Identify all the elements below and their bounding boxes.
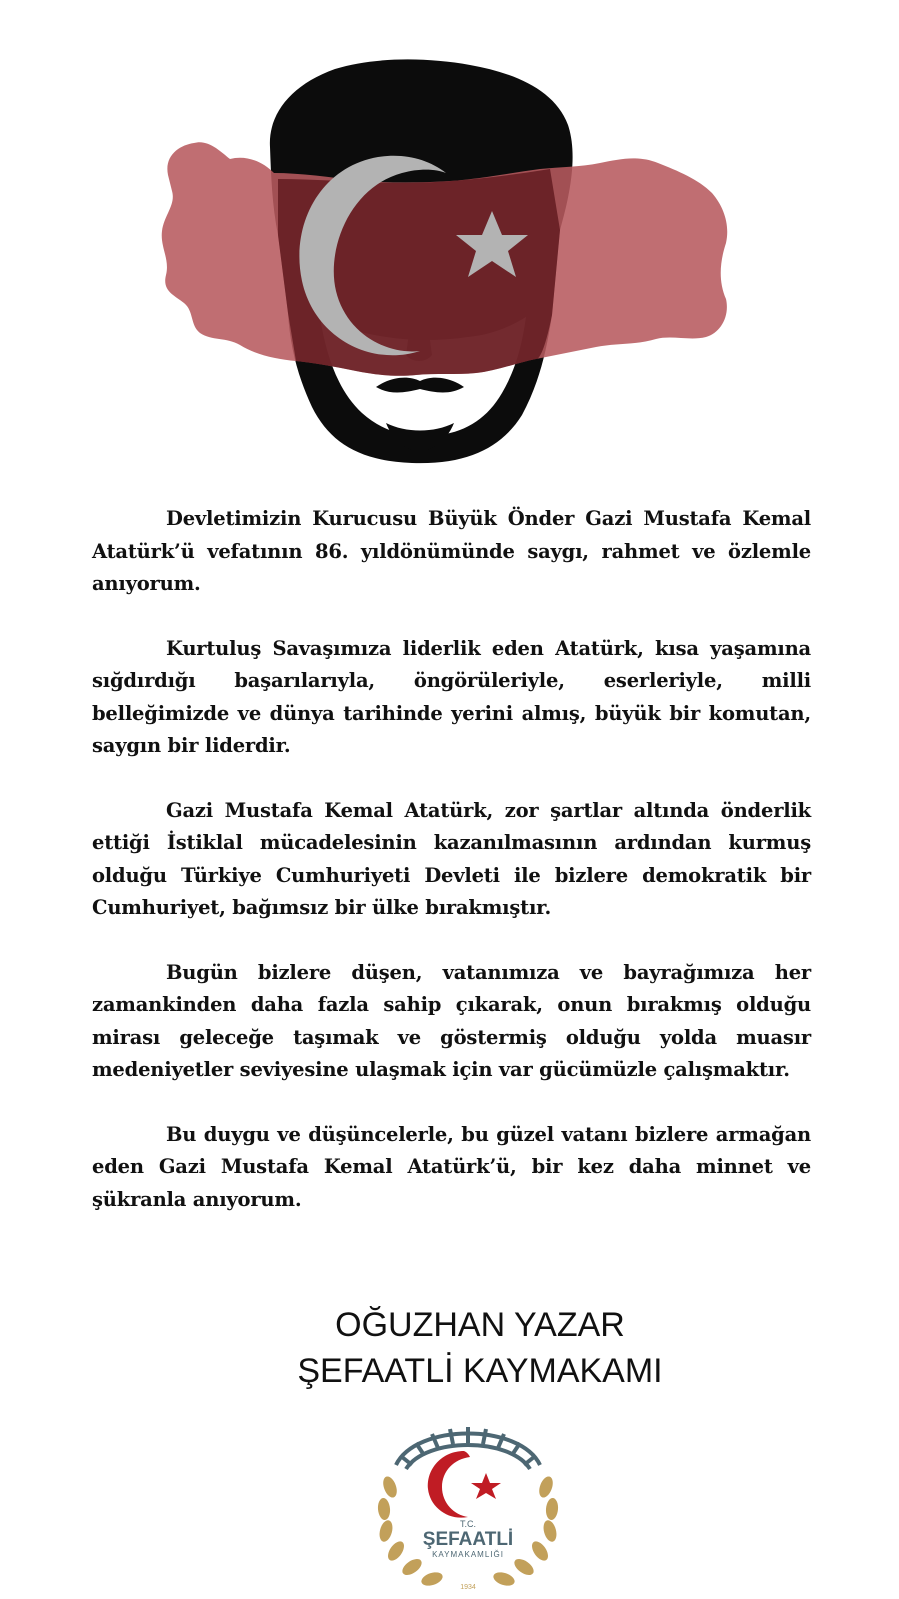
seal-arch	[396, 1427, 540, 1469]
letter-paragraph: Kurtuluş Savaşımıza liderlik eden Atatürk, kısa yaşamına sığdırdığı başarılarıyla, öngörüleriyle, eserleriyle, milli belleğimizde ve dünya tarihinde yerini almış, büyük bir komutan, saygın bir liderdir.	[92, 636, 811, 757]
seal-year: 1934	[460, 1584, 476, 1591]
hero-illustration	[150, 55, 740, 475]
letter-paragraph: Gazi Mustafa Kemal Atatürk, zor şartlar altında önderlik ettiği İstiklal mücadelesinin kazanılmasının ardından kurmuş olduğu Türkiye Cumhuriyeti Devleti ile bizlere demokratik bir Cumhuriyet, bağımsız bir ülke bırakmıştır.	[92, 798, 811, 919]
seal-tc: T.C.	[459, 1519, 477, 1529]
letter-paragraph: Devletimizin Kurucusu Büyük Önder Gazi Mustafa Kemal Atatürk’ü vefatının 86. yıldönümünde saygı, rahmet ve özlemle anıyorum.	[92, 507, 811, 595]
ataturk-portrait-turkey-map-icon	[162, 59, 728, 463]
signatory-name: OĞUZHAN YAZAR	[335, 1306, 625, 1344]
letter-paragraph: Bugün bizlere düşen, vatanımıza ve bayrağımıza her zamankinden daha fazla sahip çıkarak, onun bırakmış olduğu mirası geleceğe taşımak ve göstermiş olduğu yolda muasır medeniyetler seviyesine ulaşmak için var gücümüzle çalışmaktır.	[92, 960, 811, 1081]
letter-body	[92, 503, 811, 1248]
seal-name: ŞEFAATLİ	[422, 1529, 514, 1550]
signatory-title: ŞEFAATLİ KAYMAKAMI	[297, 1352, 663, 1390]
signature-block	[250, 1302, 710, 1394]
sefaatli-kaymakamligi-seal-icon	[368, 1403, 568, 1599]
seal-office: KAYMAKAMLIĞI	[432, 1550, 504, 1559]
seal-flag-emblem	[428, 1451, 501, 1518]
letter-paragraph: Bu duygu ve düşüncelerle, bu güzel vatanı bizlere armağan eden Gazi Mustafa Kemal Atatürk’ü, bir kez daha minnet ve şükranla anıyorum.	[92, 1122, 811, 1211]
